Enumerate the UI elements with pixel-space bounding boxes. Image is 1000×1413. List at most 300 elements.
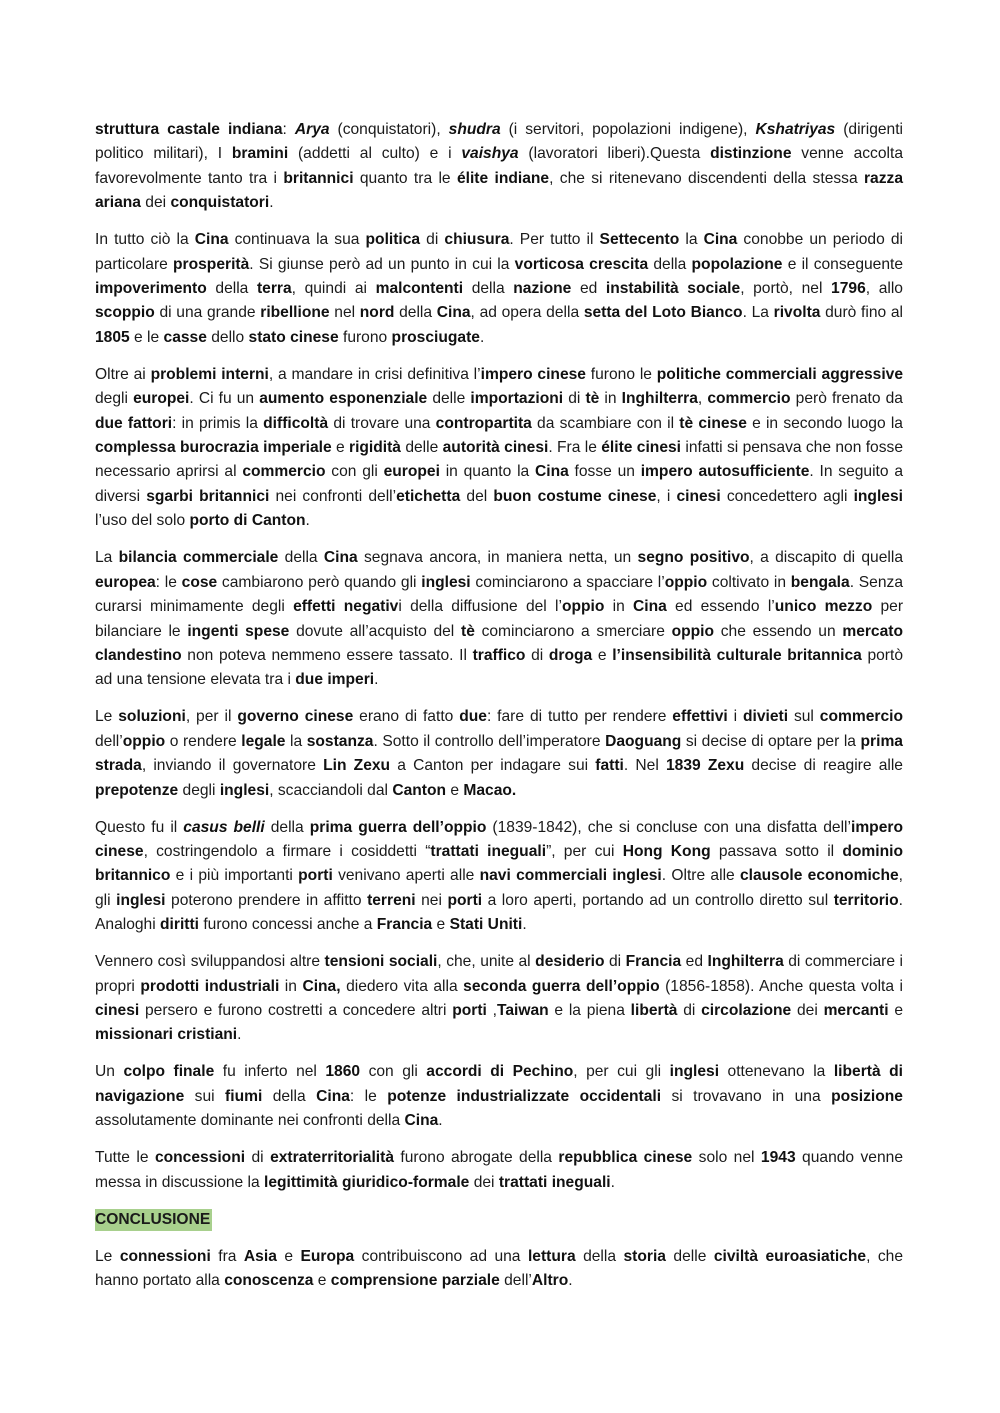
text-run: . [305,512,310,530]
text-run: dell’ [499,1272,532,1289]
text-run: di [604,953,626,971]
bold-text: etichetta [396,487,461,505]
bold-text: lettura [527,1247,576,1265]
text-run: di [677,1001,702,1019]
bold-text: bilancia commerciale [118,549,279,567]
document-page [95,118,903,1306]
text-run: fra [210,1247,244,1265]
bold-text: dominio britannico [95,842,903,885]
text-run: quando venne messa in discussione la [95,1149,903,1191]
text-run: Vennero così sviluppandosi altre [95,953,325,971]
bold-text: Canton [392,781,447,799]
bold-text: 1796 [831,280,866,298]
bold-text: conquistatori [170,194,270,212]
text-run: Tutte le [95,1149,155,1167]
text-run: di [245,1149,271,1167]
text-run: della [394,304,437,322]
bold-text: legale [241,732,286,750]
text-run: nel [329,304,360,322]
text-run: furono le [585,365,657,383]
bold-text: cose [181,573,218,591]
bold-text: bramini [231,145,289,163]
bold-text [295,121,330,138]
text-run: : fare di tutto per rendere [486,708,673,726]
bold-text: extraterritorialità [270,1149,394,1167]
text-run: Oltre ai [95,365,151,383]
text-run: e [446,781,464,799]
bold-text: concessioni [154,1149,246,1167]
text-run: in [599,390,622,408]
bold-text: inglesi [669,1063,720,1081]
text-run: : [282,121,295,138]
text-run: . Si giunse però ad un punto in cui la [249,255,515,273]
paragraph-solutions [95,705,903,803]
bold-text: effetti negativ [293,598,399,616]
text-run: decise di reagire alle [744,757,903,775]
text-run: Le [95,708,119,726]
text-run: per bilanciare le [95,598,904,640]
bold-text: 1943 [760,1149,796,1167]
bold-text: due fattori [95,414,173,432]
bold-text: Cina [404,1112,439,1130]
bold-text: popolazione [691,255,783,273]
text-run: ed [571,280,606,298]
text-run: In tutto ciò la [95,231,195,249]
bold-text: fiumi [225,1087,263,1105]
text-run: a loro aperti, portando ad un controllo diretto sul [482,891,834,909]
bold-text: Asia [243,1247,277,1265]
bold-text: prima guerra dell’oppio [309,818,487,836]
text-run: (conquistatori), [329,121,449,138]
text-run: . La [742,304,774,322]
bold-text: prosperità [173,255,250,273]
bold-text: commercio [242,463,326,481]
bold-text: traffico [472,646,526,664]
bold-text: oppio [664,573,708,591]
bold-text: colpo finale [123,1063,215,1081]
bold-text: connessioni [119,1247,211,1265]
bold-text: repubblica cinese [558,1149,693,1167]
bold-text: trattati ineguali [498,1173,611,1191]
text-run: degli [178,781,220,799]
text-run: si decise di optare per la [681,732,861,750]
bold-text: storia [623,1247,666,1265]
bold-text: europea [95,573,156,591]
text-run: dei [791,1001,824,1019]
text-run: la [679,231,704,249]
bold-text: mercanti [823,1001,889,1019]
text-run: ed essendo l’ [666,598,775,616]
bold-text: segno positivo [637,549,750,567]
bold-text: civiltà euroasiatiche [713,1247,867,1265]
bold-text: Cina [194,231,229,249]
bold-text: sgarbi britannici [146,487,270,505]
bold-text: posizione [831,1087,903,1105]
bold-text: prima strada [95,732,903,775]
bold-text: divieti [743,708,789,726]
bold-text: comprensione parziale [330,1272,500,1289]
text-run: , inviando il governatore [141,757,324,775]
bold-text: Inghilterra [707,953,784,971]
bold-text: impero cinese [95,818,903,860]
bold-text: bengala [790,573,850,591]
bold-text: Daoguang [605,732,682,750]
bold-text: libertà [630,1001,678,1019]
paragraph-caste-structure [95,118,903,216]
bold-text: trattati ineguali [430,842,547,860]
bold-text: inglesi [853,487,903,505]
text-run: La [95,549,119,567]
bold-text: rigidità [349,439,401,457]
text-run: . Oltre alle [661,867,740,885]
bold-text: tè [461,622,475,640]
text-run: furono concessi anche a [199,916,377,934]
bold-text: politiche commerciali aggressive [656,365,904,383]
text-run: , a discapito di quella [749,549,903,567]
text-run: con gli [325,463,384,481]
text-run: e [276,1247,301,1265]
text-run: di trovare una [328,414,436,432]
paragraph-internal-problems [95,363,903,534]
bold-text: inglesi [116,891,166,909]
text-run: della [648,255,692,273]
bold-text: terreni [367,891,416,909]
text-run: in quanto la [439,463,535,481]
text-run: . Per tutto il [509,231,600,249]
text-run: (lavoratori liberi).Questa [518,145,711,163]
bold-text: Lin Zexu [323,757,391,775]
bold-text: mercato clandestino [95,622,903,664]
paragraph-first-opium-war [95,816,903,938]
text-run: e i più importanti [170,867,299,885]
text-run: contribuiscono ad una [354,1247,528,1265]
bold-text: desiderio [535,953,605,971]
text-run: (addetti al culto) e i [288,145,462,163]
bold-text: problemi interni [150,365,269,383]
text-run: ed [681,953,708,971]
text-run: e in secondo luogo la [746,414,903,432]
text-run: dell’ [95,732,123,750]
text-run: dei [140,194,171,212]
bold-text: potenze industrializzate occidentali [387,1087,662,1105]
text-run: della [264,818,310,836]
text-run: di commerciare i propri [95,953,903,995]
text-run: dovute all’acquisto del [289,622,461,640]
text-run: : le [155,573,182,591]
text-run: continuava la sua [228,231,366,249]
bold-text: Europa [300,1247,355,1265]
paragraph-trade-balance [95,546,903,692]
bold-text: oppio [122,732,166,750]
bold-text: politica [365,231,421,249]
text-run: , che si ritenevano discendenti della stessa [549,169,864,187]
text-run: , quindi ai [291,280,376,298]
bold-text: libertà di navigazione [95,1063,903,1105]
text-run: quanto tra le [353,169,457,187]
bold-text: autorità cinesi [442,439,549,457]
text-run: , scacciandoli dal [269,781,393,799]
bold-text: inglesi [421,573,471,591]
bold-text: soluzioni [118,708,186,726]
bold-text: Stati Uniti [449,916,523,934]
bold-text: Cina [703,231,738,249]
paragraph-conclusion [95,1245,903,1294]
bold-text: europei [383,463,440,481]
paragraph-concessions-abrogated [95,1146,903,1195]
text-run: di [420,231,445,249]
bold-text: Macao. [463,781,517,799]
text-run: , gli [95,867,903,909]
text-run: fosse un [568,463,641,481]
text-run: , portò, nel [740,280,832,298]
text-run: , che hanno portato alla [95,1247,903,1289]
bold-text: instabilità sociale [605,280,741,298]
bold-text: struttura castale indiana [95,121,283,138]
bold-text: due imperi [295,671,375,689]
text-run: nei confronti dell’ [269,487,397,505]
bold-text: navi commerciali inglesi [479,867,662,885]
text-run: e la piena [548,1001,631,1019]
bold-text [755,121,835,138]
bold-text: fatti [595,757,624,775]
text-run: venne accolta favorevolmente tanto tra i [95,145,903,187]
bold-text: Inghilterra [621,390,698,408]
bold-text: distinzione [710,145,792,163]
text-run: di [525,646,549,664]
bold-text: governo cinese [237,708,354,726]
text-run: con gli [360,1063,427,1081]
bold-text: 1860 [325,1063,361,1081]
bold-text: missionari cristiani [95,1026,238,1044]
bold-text: élite indiane [456,169,550,187]
bold-text: ribellione [260,304,330,322]
bold-text: porti [447,891,483,909]
text-run: , a mandare in crisi definitiva l’ [268,365,481,383]
text-run: , costringendolo a firmare i cosiddetti “ [143,842,431,860]
bold-text: scoppio [95,304,155,322]
text-run: . Ci fu un [189,390,260,408]
bold-text: circolazione [701,1001,792,1019]
text-run: coltivato in [707,573,791,591]
bold-text: unico mezzo [774,598,873,616]
bold-text: diritti [160,916,200,934]
text-run: dello [206,328,249,346]
bold-text: vorticosa crescita [514,255,649,273]
text-run: della [262,1087,317,1105]
bold-text: chiusura [444,231,510,249]
bold-text: rivolta [773,304,821,322]
text-run: ”, per cui [546,842,623,860]
text-run: della [463,280,514,298]
text-run: nei [415,891,448,909]
text-run: (1839-1842), che si concluse con una disfatta dell’ [486,818,851,836]
bold-text: Francia [625,953,682,971]
bold-text: britannici [283,169,354,187]
bold-text: aumento esponenziale [259,390,428,408]
text-run: i della diffusione del l’ [398,598,562,616]
bold-italic-text: Kshatriyas [755,121,836,138]
text-run: , ad opera della [470,304,584,322]
bold-text: oppio [561,598,605,616]
text-run: i [727,708,743,726]
text-run: e [592,646,613,664]
bold-italic-text: shudra [448,121,501,138]
bold-text: commercio [707,390,791,408]
bold-italic-text: vaishya [461,145,519,163]
text-run: , per cui gli [573,1063,670,1081]
bold-text: prodotti industriali [140,977,280,995]
text-run: . [479,328,485,346]
bold-text: droga [548,646,593,664]
text-run: : le [349,1087,388,1105]
bold-text: complessa burocrazia imperiale [95,439,332,457]
text-run: Le [95,1247,120,1265]
bold-text: l’insensibilità culturale britannica [612,646,862,664]
text-run: portò ad una tensione elevata tra i [95,646,904,689]
text-run: della [206,280,257,298]
text-run: . [269,194,274,212]
text-run: la [285,732,307,750]
text-run: dei [469,1173,499,1191]
bold-text: Hong Kong [622,842,711,860]
text-run: segnava ancora, in maniera netta, un [357,549,638,567]
bold-text: élite cinesi [601,439,682,457]
text-run: conobbe un periodo di particolare [95,231,903,273]
text-run: (i servitori, popolazioni indigene), [500,121,756,138]
text-run: . In seguito a diversi [95,463,903,505]
text-run: sui [184,1087,226,1105]
bold-text: Francia [376,916,433,934]
bold-text: clausole economiche [739,867,899,885]
text-run: furono abrogate della [394,1149,559,1167]
bold-text: Taiwan [496,1001,549,1019]
bold-text: razza ariana [95,169,903,212]
text-run: della [278,549,324,567]
bold-text: effettivi [672,708,728,726]
text-run: , [697,390,708,408]
text-run: . [610,1173,615,1191]
bold-text: malcontenti [375,280,464,298]
bold-text: territorio [833,891,899,909]
text-run: (1856-1858). Anche questa volta i [659,977,904,995]
text-run: . [237,1026,242,1044]
bold-text: oppio [671,622,715,640]
text-run: cominciarono a smerciare [474,622,672,640]
bold-text [183,819,264,836]
bold-text: porto di Canton [189,512,306,530]
bold-italic-text: Arya [294,121,330,138]
text-run: in [279,977,303,995]
bold-text: due [459,708,487,726]
bold-text: Cina [633,598,667,616]
text-run: (dirigenti politico militari), I [95,121,904,163]
bold-text: terra [256,280,292,298]
text-run: non poteva nemmeno essere tassato. Il [181,646,473,664]
text-run: cambiarono però quando gli [217,573,422,591]
text-run: diedero vita alla [340,977,464,995]
text-run: degli [95,390,134,408]
text-run: persero e furono costretti a concedere altri [139,1001,453,1019]
text-run: durò fino al [820,304,903,322]
text-run: erano di fatto [353,708,460,726]
text-run: o rendere [165,732,242,750]
bold-text [461,145,518,162]
bold-text: Cina [323,549,358,567]
text-run: del [460,487,494,505]
bold-text: nord [359,304,395,322]
text-run: a Canton per indagare sui [390,757,596,775]
bold-text: difficoltà [263,414,329,432]
bold-text: legittimità giuridico-formale [264,1173,470,1191]
text-run: sul [788,708,820,726]
text-run: . Analoghi [95,891,904,934]
bold-text: inglesi [219,781,270,799]
text-run: venivano aperti alle [332,867,480,885]
bold-text: prepotenze [95,781,179,799]
conclusion-heading-wrapper [95,1208,903,1232]
bold-text: Cina, [302,977,341,995]
text-run: delle [400,439,443,457]
text-run: fu inferto nel [214,1063,326,1081]
bold-text: sostanza [306,732,374,750]
bold-text: importazioni [470,390,564,408]
bold-text: setta del Loto Bianco [583,304,743,322]
text-run: ottenevano la [719,1063,834,1081]
text-run: . Senza curarsi minimamente degli [95,573,903,616]
text-run: concedettero agli [720,487,854,505]
bold-text: prosciugate [391,328,480,346]
bold-text: impero cinese [480,365,586,383]
paragraph-china-closure [95,228,903,350]
text-run: . Sotto il controllo dell’imperatore [373,732,606,750]
bold-text: tè cinese [679,414,747,432]
bold-text: casse [163,328,207,346]
text-run: assolutamente dominante nei confronti della [95,1112,405,1130]
text-run: Un [95,1063,124,1081]
text-run: . Fra le [548,439,602,457]
text-run: delle [427,390,471,408]
bold-text: nazione [513,280,572,298]
text-run: e il conseguente [782,255,904,273]
text-run: e [432,916,450,934]
text-run: l’uso del solo [95,512,190,530]
bold-text: tensioni sociali [324,953,438,971]
text-run: però frenato da [790,390,903,408]
bold-text [449,121,501,138]
text-run: si trovavano in una [661,1087,832,1105]
text-run: e [331,439,349,457]
bold-text: impoverimento [95,280,207,298]
text-run: passava sotto il [710,842,843,860]
bold-text: porti [452,1001,487,1019]
text-run: , per il [185,708,238,726]
bold-text: cinesi [95,1001,140,1019]
text-run: e [888,1001,904,1019]
text-run: . [568,1272,573,1289]
bold-text: 1839 Zexu [665,757,745,775]
bold-text: Cina [534,463,569,481]
bold-text: Settecento [599,231,680,249]
bold-text: seconda guerra dell’oppio [463,977,660,995]
text-run: della [575,1247,624,1265]
text-run: poterono prendere in affitto [165,891,368,909]
text-run: di [563,390,586,408]
bold-text: porti [298,867,333,885]
text-run: e le [129,328,164,346]
bold-text: europei [133,390,190,408]
bold-text: Cina [316,1087,350,1105]
text-run: che essendo un [714,622,843,640]
